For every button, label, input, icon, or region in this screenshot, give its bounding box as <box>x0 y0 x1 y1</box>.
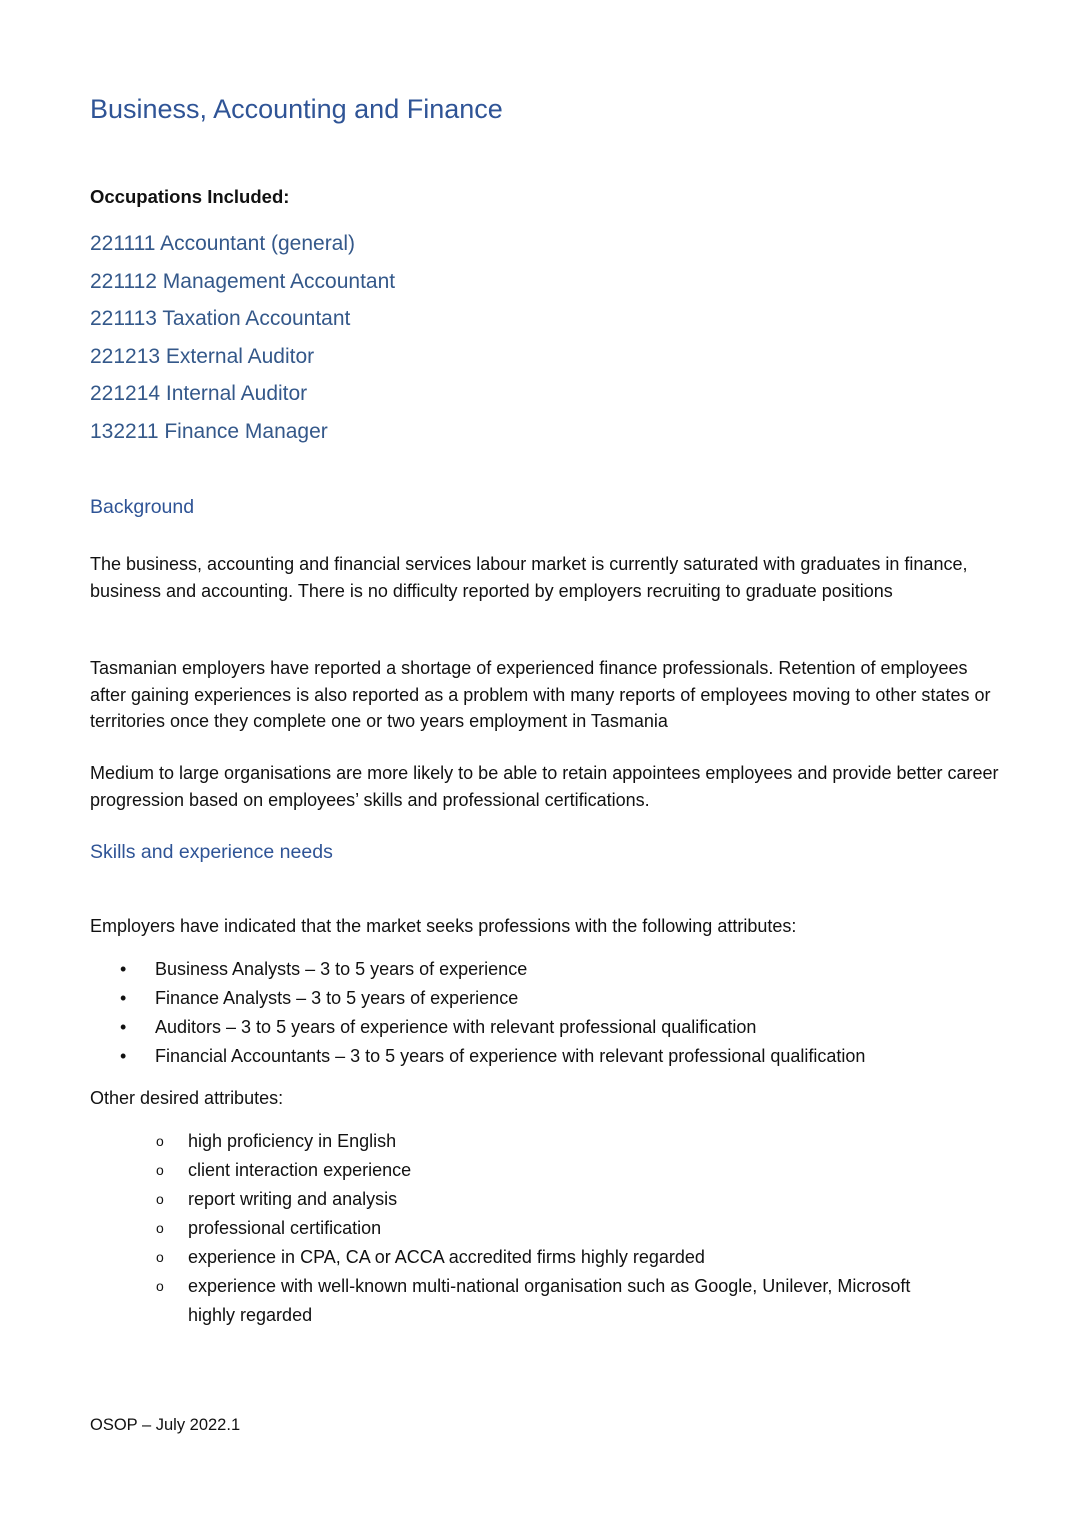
bullet-icon: • <box>120 988 127 1008</box>
list-item-text: experience in CPA, CA or ACCA accredited firms highly regarded <box>188 1247 705 1267</box>
list-item-text: Business Analysts – 3 to 5 years of experience <box>155 959 528 979</box>
circle-bullet-icon: o <box>156 1191 164 1207</box>
circle-bullet-icon: o <box>156 1133 164 1149</box>
bullet-icon: • <box>120 959 127 979</box>
circle-bullet-icon: o <box>156 1162 164 1178</box>
occupation-item[interactable]: 132211 Finance Manager <box>90 419 328 443</box>
bullet-icon: • <box>120 1017 127 1037</box>
list-item <box>90 1042 865 1071</box>
list-item-text: professional certification <box>188 1218 382 1238</box>
list-item <box>90 984 865 1013</box>
background-heading: Background <box>90 496 195 518</box>
background-paragraph: Tasmanian employers have reported a shortage of experienced finance professionals. Retention of employees after gaining experiences is also reported as a problem with many reports of employees moving to other states or territories once they complete one or two years employment in Tasmania <box>90 658 991 731</box>
list-item <box>90 1272 948 1330</box>
occupation-item[interactable]: 221214 Internal Auditor <box>90 382 308 405</box>
list-item-text: experience with well-known multi-national organisation such as Google, Unilever, Microsoft highly regarded <box>188 1276 911 1325</box>
list-item <box>90 955 865 984</box>
list-item <box>90 1214 948 1243</box>
occupations-heading: Occupations Included: <box>90 186 290 207</box>
bullet-icon: • <box>120 1046 127 1066</box>
list-item <box>90 1127 948 1156</box>
list-item-text: Auditors – 3 to 5 years of experience with relevant professional qualification <box>155 1017 757 1037</box>
list-item <box>90 1013 865 1042</box>
skills-heading: Skills and experience needs <box>90 841 333 863</box>
skills-list <box>90 955 865 1071</box>
footer-text: OSOP – July 2022.1 <box>90 1416 241 1434</box>
other-attributes-heading: Other desired attributes: <box>90 1088 284 1108</box>
occupation-item[interactable]: 221112 Management Accountant <box>90 269 396 293</box>
skills-intro: Employers have indicated that the market seeks professions with the following attributes: <box>90 916 797 936</box>
circle-bullet-icon: o <box>156 1278 164 1294</box>
page-title: Business, Accounting and Finance <box>90 94 503 124</box>
occupations-list <box>90 225 395 450</box>
list-item-text: report writing and analysis <box>188 1189 398 1209</box>
occupation-item[interactable]: 221113 Taxation Accountant <box>90 307 351 330</box>
occupation-item[interactable]: 221111 Accountant (general) <box>90 232 356 255</box>
other-attributes-list <box>90 1127 948 1330</box>
circle-bullet-icon: o <box>156 1249 164 1265</box>
occupation-item[interactable]: 221213 External Auditor <box>90 344 315 368</box>
list-item <box>90 1243 948 1272</box>
circle-bullet-icon: o <box>156 1220 164 1236</box>
list-item <box>90 1156 948 1185</box>
list-item-text: Financial Accountants – 3 to 5 years of experience with relevant professional qualification <box>155 1046 866 1066</box>
list-item-text: client interaction experience <box>188 1160 412 1180</box>
list-item-text: high proficiency in English <box>188 1131 397 1151</box>
background-paragraph: Medium to large organisations are more likely to be able to retain appointees employees and provide better career progression based on employees’ skills and professional certifications. <box>90 763 999 810</box>
list-item-text: Finance Analysts – 3 to 5 years of experience <box>155 988 519 1008</box>
list-item <box>90 1185 948 1214</box>
background-paragraph: The business, accounting and financial services labour market is currently saturated with graduates in finance, business and accounting. There is no difficulty reported by employers recruiting to graduate positions <box>90 554 968 601</box>
